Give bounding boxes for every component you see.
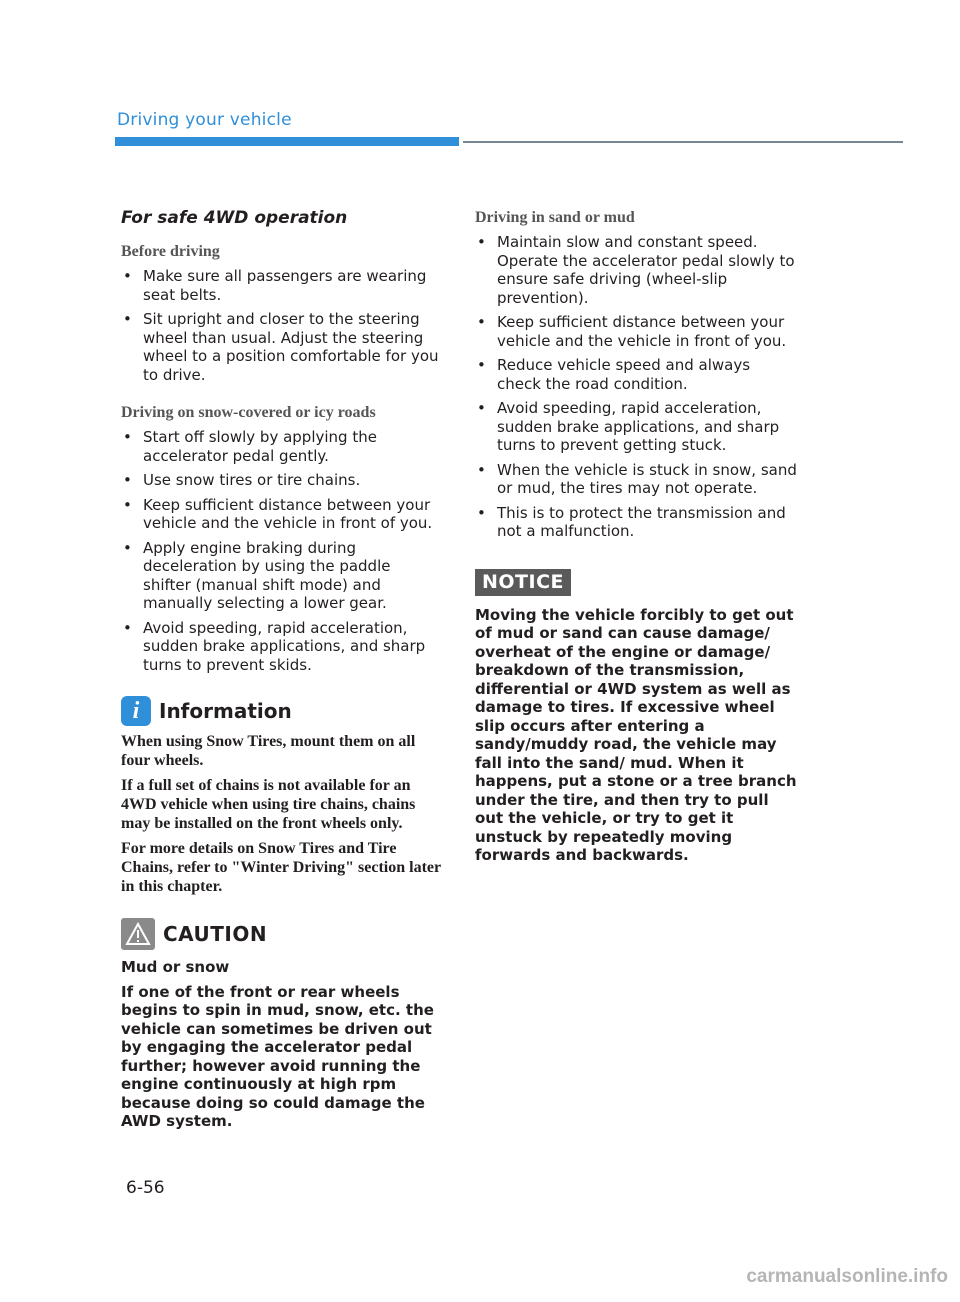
information-paragraph: If a full set of chains is not available for an 4WD vehicle when using tire chains, chains may be installed on the front wheels only. — [121, 777, 416, 832]
page-number: 6-56 — [126, 1178, 165, 1198]
list-item: • Start off slowly by applying the accelerator pedal gently. — [121, 428, 443, 465]
list-item: • Reduce vehicle speed and always check the road condition. — [475, 356, 797, 393]
list-item: • When the vehicle is stuck in snow, sand or mud, the tires may not operate. — [475, 461, 797, 498]
list-item: • Use snow tires or tire chains. — [121, 471, 443, 490]
snow-icy-heading: Driving on snow-covered or icy roads — [121, 404, 376, 421]
list-item: • Avoid speeding, rapid acceleration, sudden brake applications, and sharp turns to prevent getting stuck. — [475, 399, 797, 455]
list-item: • Make sure all passengers are wearing seat belts. — [121, 267, 443, 304]
sand-mud-list — [475, 233, 797, 541]
information-paragraph: For more details on Snow Tires and Tire Chains, refer to "Winter Driving" section later in this chapter. — [121, 840, 441, 895]
header-title: Driving your vehicle — [117, 110, 292, 130]
information-paragraph: When using Snow Tires, mount them on all four wheels. — [121, 733, 416, 769]
section-title: For safe 4WD operation — [121, 208, 348, 228]
caution-text: If one of the front or rear wheels begins to spin in mud, snow, etc. the vehicle can sometimes be driven out by engaging the accelerator pedal further; however avoid running the engine continuously at high rpm because doing so could damage the AWD system. — [121, 982, 434, 1130]
list-item: • Apply engine braking during deceleration by using the paddle shifter (manual shift mode) and manually selecting a lower gear. — [121, 539, 443, 613]
right-column — [475, 205, 797, 871]
sand-mud-heading: Driving in sand or mud — [475, 209, 635, 226]
watermark: carmanualsonline.info — [746, 1266, 948, 1287]
left-column — [121, 205, 443, 1137]
snow-icy-list — [121, 428, 443, 674]
header-bar-accent — [115, 137, 459, 146]
warning-triangle-icon — [121, 918, 155, 950]
header-bar-rule — [463, 141, 903, 143]
before-driving-list — [121, 267, 443, 384]
information-title: Information — [159, 699, 292, 723]
list-item: • Keep sufficient distance between your vehicle and the vehicle in front of you. — [475, 313, 797, 350]
before-driving-heading: Before driving — [121, 243, 220, 260]
caution-subtitle: Mud or snow — [121, 958, 230, 976]
notice-text: Moving the vehicle forcibly to get out of mud or sand can cause damage/ overheat of the engine or damage/ breakdown of the transmission, differential or 4WD system as well as damage to tires. If excessive wheel slip occurs after entering a sandy/muddy road, the vehicle may fall into the sand/ mud. When it happens, put a stone or a tree branch under the tire, and then try to pull out the vehicle, or try to get it unstuck by repeatedly moving forwards and backwards. — [475, 605, 797, 864]
list-item: • This is to protect the transmission and not a malfunction. — [475, 504, 797, 541]
list-item: • Avoid speeding, rapid acceleration, sudden brake applications, and sharp turns to prevent skids. — [121, 619, 443, 675]
info-icon: i — [121, 696, 151, 726]
notice-badge: NOTICE — [475, 569, 571, 596]
caution-header — [121, 918, 443, 950]
list-item: • Sit upright and closer to the steering wheel than usual. Adjust the steering wheel to a position comfortable for you to drive. — [121, 310, 443, 384]
list-item: • Maintain slow and constant speed. Operate the accelerator pedal slowly to ensure safe driving (wheel-slip prevention). — [475, 233, 797, 307]
caution-title: CAUTION — [163, 922, 268, 946]
list-item: • Keep sufficient distance between your vehicle and the vehicle in front of you. — [121, 496, 443, 533]
information-header — [121, 696, 443, 726]
